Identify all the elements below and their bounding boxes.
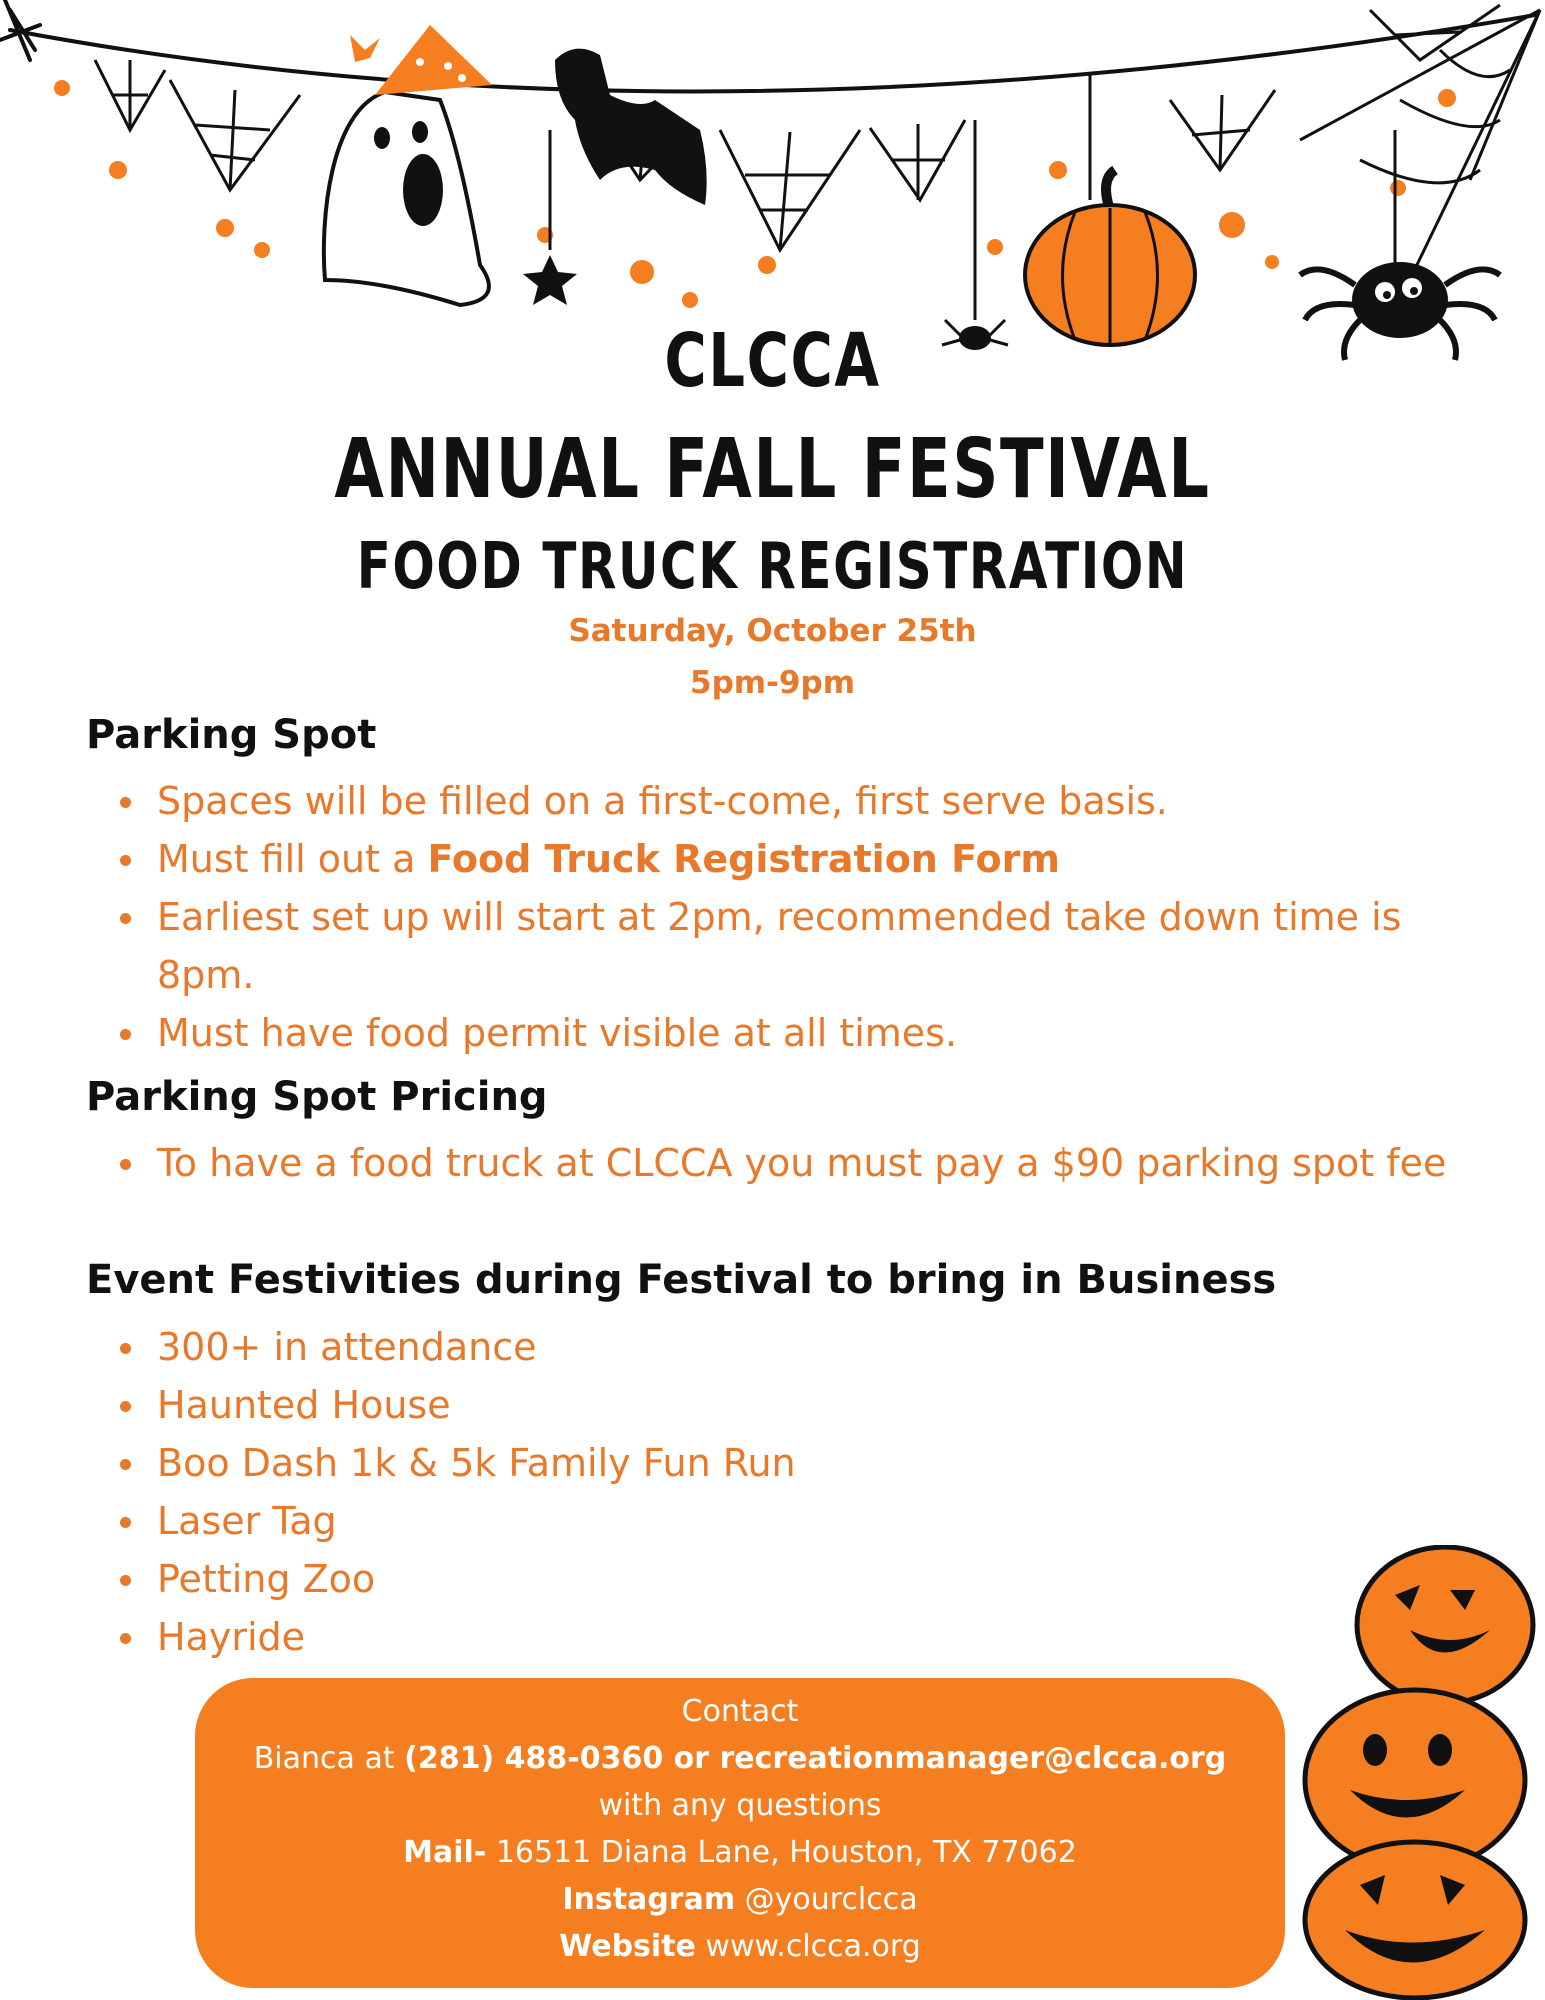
ghost-icon [324, 25, 492, 305]
event-title: ANNUAL FALL FESTIVAL [334, 422, 1211, 517]
website-link[interactable]: www.clcca.org [695, 1929, 921, 1964]
star-icon [523, 130, 577, 305]
pricing-heading: Parking Spot Pricing [86, 1074, 548, 1120]
org-title: CLCCA [664, 318, 881, 404]
instagram-line: Instagram @yourclcca [562, 1882, 918, 1917]
list-item: 300+ in attendance [120, 1318, 1450, 1376]
form-title: FOOD TRUCK REGISTRATION [356, 530, 1189, 604]
contact-box [195, 1678, 1285, 1988]
spider-icon [942, 120, 1008, 350]
list-item: Spaces will be filled on a first-come, first serve basis. [120, 772, 1450, 830]
festivities-heading: Event Festivities during Festival to bring in Business [86, 1257, 1277, 1303]
mail-line: Mail- 16511 Diana Lane, Houston, TX 77062 [403, 1835, 1077, 1870]
event-date: Saturday, October 25th [568, 613, 977, 649]
pricing-list [120, 1134, 1450, 1192]
event-time: 5pm-9pm [690, 665, 855, 701]
list-item: Haunted House [120, 1376, 1450, 1434]
list-item: Earliest set up will start at 2pm, recommended take down time is 8pm. [120, 888, 1450, 1004]
parking-list [120, 772, 1450, 1062]
contact-line: Bianca at (281) 488-0360 or recreationmanager@clcca.org [253, 1741, 1227, 1776]
bat-icon [555, 49, 707, 205]
list-item: Must fill out a Food Truck Registration Form [120, 830, 1450, 888]
jack-o-lantern-stack-illustration [1290, 1545, 1545, 2000]
contact-title: Contact [681, 1694, 799, 1729]
website-line: Website www.clcca.org [559, 1929, 921, 1964]
list-item: Must have food permit visible at all times. [120, 1004, 1450, 1062]
registration-form-link: Food Truck Registration Form [427, 837, 1060, 881]
list-item: Petting Zoo [120, 1550, 1450, 1608]
list-item: To have a food truck at CLCCA you must pay a $90 parking spot fee [120, 1134, 1450, 1192]
pumpkin-icon [1025, 75, 1195, 345]
list-item: Hayride [120, 1608, 1450, 1666]
list-item: Boo Dash 1k & 5k Family Fun Run [120, 1434, 1450, 1492]
contact-note: with any questions [598, 1788, 882, 1823]
instagram-handle[interactable]: @yourclcca [735, 1882, 918, 1917]
list-item: Laser Tag [120, 1492, 1450, 1550]
parking-heading: Parking Spot [86, 712, 377, 758]
festivities-list [120, 1318, 1450, 1666]
contact-phone-email[interactable]: (281) 488-0360 or recreationmanager@clcca.org [404, 1741, 1227, 1776]
